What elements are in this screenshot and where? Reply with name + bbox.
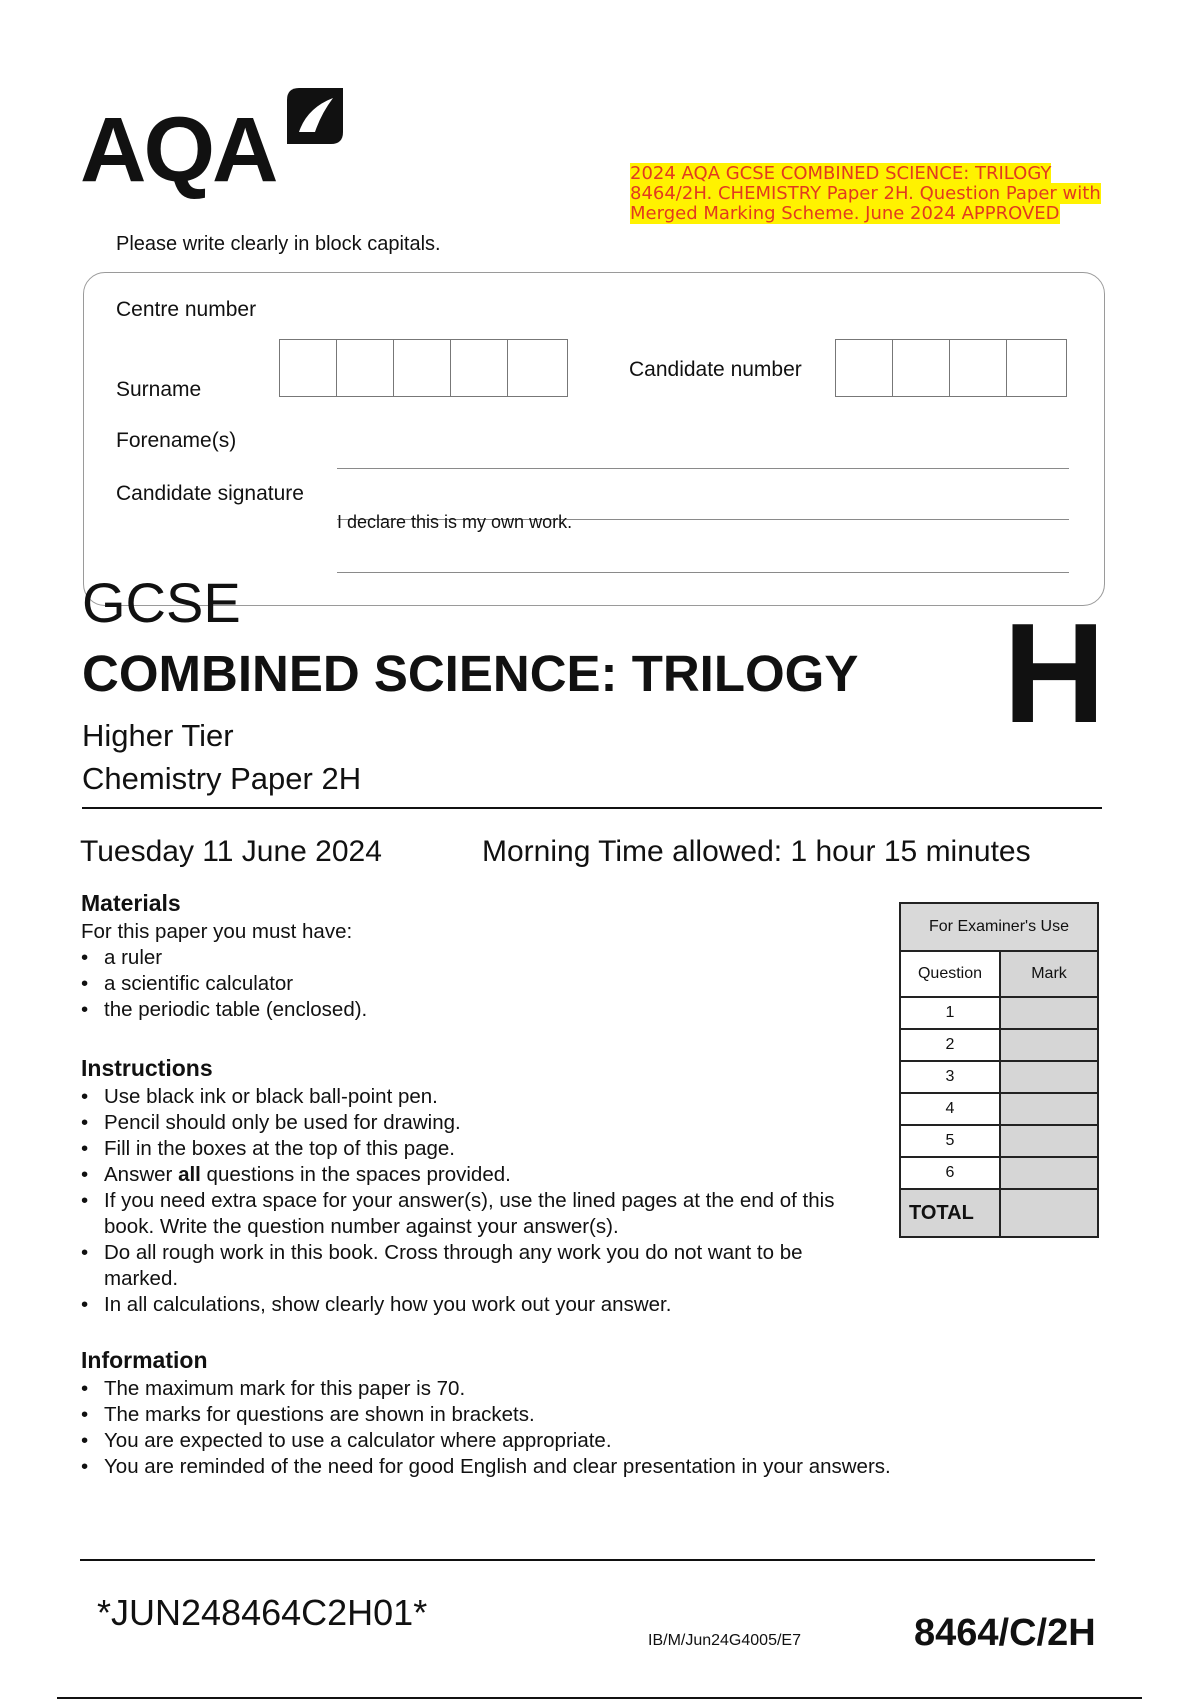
centre-number-digit-box[interactable] (394, 340, 451, 396)
total-mark-cell (1001, 1190, 1097, 1236)
highlighted-note: 2024 AQA GCSE COMBINED SCIENCE: TRILOGY 8464/2H. CHEMISTRY Paper 2H. Question Paper with Merged Marking Scheme. June 2024 APPROVED (630, 163, 1101, 224)
paper-code: 8464/C/2H (914, 1612, 1096, 1654)
question-number: 5 (901, 1126, 1001, 1156)
examiner-table-title: For Examiner's Use (901, 904, 1097, 952)
list-item: • If you need extra space for your answer(s), use the lined pages at the end of this book. Write the question number against your answer(s). (81, 1188, 871, 1240)
centre-number-digit-box[interactable] (337, 340, 394, 396)
table-row (901, 1094, 1097, 1126)
instructions-list (81, 1084, 871, 1318)
question-column-header: Question (901, 952, 1001, 996)
table-row (901, 998, 1097, 1030)
qualification-title: GCSE (82, 571, 241, 634)
tier-label: Higher Tier (82, 718, 234, 753)
materials-intro: For this paper you must have: (81, 920, 353, 943)
total-label: TOTAL (901, 1190, 1001, 1236)
instructions-heading: Instructions (81, 1055, 213, 1081)
question-number: 1 (901, 998, 1001, 1028)
paper-label: Chemistry Paper 2H (82, 761, 362, 796)
table-row (901, 1062, 1097, 1094)
exam-date: Tuesday 11 June 2024 (80, 835, 382, 868)
table-row (901, 1030, 1097, 1062)
tier-letter: H (1003, 594, 1106, 753)
list-item: • Fill in the boxes at the top of this page. (81, 1136, 871, 1162)
candidate-number-boxes[interactable] (835, 339, 1067, 397)
information-heading: Information (81, 1347, 208, 1373)
list-item: • Pencil should only be used for drawing. (81, 1110, 871, 1136)
list-item: • Answer all questions in the spaces provided. (81, 1162, 871, 1188)
list-item: • The marks for questions are shown in brackets. (81, 1402, 1081, 1428)
candidate-number-digit-box[interactable] (836, 340, 893, 396)
page-bottom-rule (57, 1697, 1142, 1699)
exam-session-time: Morning Time allowed: 1 hour 15 minutes (482, 835, 1031, 868)
title-divider (82, 807, 1102, 809)
examiner-table-header-row (901, 952, 1097, 998)
centre-number-digit-box[interactable] (508, 340, 565, 396)
question-number: 3 (901, 1062, 1001, 1092)
list-item: • a scientific calculator (81, 971, 881, 997)
list-item: • a ruler (81, 945, 881, 971)
examiner-use-table (899, 902, 1099, 1238)
instructions-section (81, 1055, 871, 1318)
candidate-details-box (83, 272, 1105, 606)
mark-cell (1001, 1094, 1097, 1124)
materials-section (81, 890, 881, 1023)
document-reference: IB/M/Jun24G4005/E7 (648, 1632, 801, 1649)
materials-list (81, 945, 881, 1023)
logo-text: AQA (80, 99, 276, 201)
surname-line[interactable] (337, 468, 1069, 469)
candidate-number-digit-box[interactable] (1007, 340, 1064, 396)
aqa-flag-icon (285, 86, 345, 146)
table-row (901, 1158, 1097, 1190)
total-row (901, 1190, 1097, 1236)
candidate-number-label: Candidate number (629, 358, 802, 381)
mark-cell (1001, 1126, 1097, 1156)
aqa-logo (80, 86, 345, 201)
question-number: 4 (901, 1094, 1001, 1124)
list-item: • You are reminded of the need for good English and clear presentation in your answers. (81, 1454, 1081, 1480)
mark-cell (1001, 1062, 1097, 1092)
footer-divider (80, 1559, 1095, 1561)
barcode-text: *JUN248464C2H01* (97, 1592, 428, 1633)
mark-column-header: Mark (1001, 952, 1097, 996)
centre-number-digit-box[interactable] (280, 340, 337, 396)
centre-number-label: Centre number (116, 298, 257, 321)
centre-number-boxes[interactable] (279, 339, 568, 397)
list-item: • the periodic table (enclosed). (81, 997, 881, 1023)
mark-cell (1001, 1158, 1097, 1188)
materials-heading: Materials (81, 890, 181, 916)
question-number: 2 (901, 1030, 1001, 1060)
list-item: • In all calculations, show clearly how you work out your answer. (81, 1292, 871, 1318)
table-row (901, 1126, 1097, 1158)
candidate-number-digit-box[interactable] (893, 340, 950, 396)
signature-line[interactable] (337, 572, 1069, 573)
list-item: • You are expected to use a calculator where appropriate. (81, 1428, 1081, 1454)
question-number: 6 (901, 1158, 1001, 1188)
forenames-label: Forename(s) (116, 429, 237, 452)
information-list (81, 1376, 1081, 1480)
list-item: • The maximum mark for this paper is 70. (81, 1376, 1081, 1402)
surname-label: Surname (116, 378, 202, 401)
list-item: • Do all rough work in this book. Cross through any work you do not want to be marked. (81, 1240, 871, 1292)
information-section (81, 1347, 1081, 1480)
signature-label: Candidate signature (116, 482, 304, 505)
mark-cell (1001, 1030, 1097, 1060)
candidate-number-digit-box[interactable] (950, 340, 1007, 396)
declaration-text: I declare this is my own work. (337, 512, 573, 532)
list-item: • Use black ink or black ball-point pen. (81, 1084, 871, 1110)
block-capitals-instruction: Please write clearly in block capitals. (116, 233, 441, 255)
centre-number-digit-box[interactable] (451, 340, 508, 396)
subject-title: COMBINED SCIENCE: TRILOGY (82, 645, 859, 702)
mark-cell (1001, 998, 1097, 1028)
